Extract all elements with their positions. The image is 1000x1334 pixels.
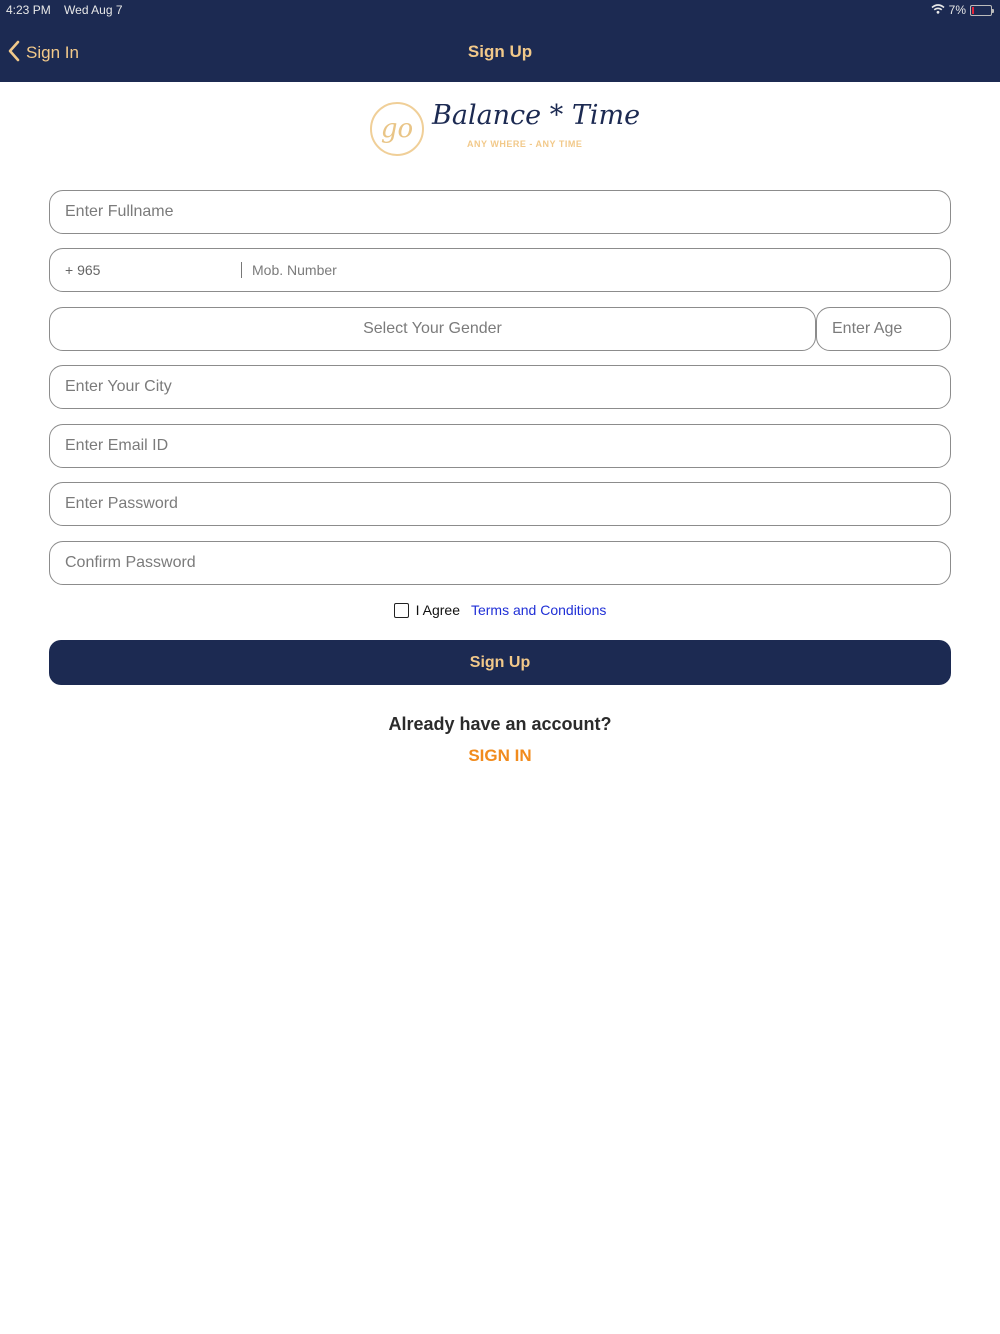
page-title: Sign Up (467, 42, 533, 61)
confirm-password-field-container (49, 541, 951, 585)
status-bar-left (6, 3, 123, 17)
age-field-container (816, 307, 951, 351)
logo-tagline: ANY WHERE - ANY TIME (467, 139, 583, 149)
password-input[interactable] (50, 483, 950, 525)
email-input[interactable] (50, 425, 950, 467)
agree-checkbox[interactable] (394, 603, 409, 618)
agree-label: I Agree (415, 602, 460, 618)
battery-icon (970, 5, 992, 16)
sign-in-link[interactable]: SIGN IN (468, 746, 532, 765)
confirm-password-input[interactable] (50, 542, 950, 584)
country-code[interactable]: + 965 (65, 262, 101, 278)
city-input[interactable] (50, 366, 950, 408)
fullname-input[interactable] (50, 191, 950, 233)
status-bar-right (931, 3, 992, 17)
sign-up-button[interactable]: Sign Up (49, 640, 951, 685)
terms-link[interactable]: Terms and Conditions (470, 602, 607, 618)
navigation-bar (0, 0, 1000, 82)
gender-select[interactable]: Select Your Gender (49, 307, 816, 351)
phone-divider (241, 262, 242, 278)
mobile-number-input[interactable] (246, 249, 946, 291)
terms-agreement-row (0, 598, 1000, 622)
fullname-field-container (49, 190, 951, 234)
app-logo (370, 100, 641, 162)
account-prompt: Already have an account? (388, 714, 612, 734)
status-time: 4:23 PM (6, 3, 51, 17)
status-date: Wed Aug 7 (64, 3, 123, 17)
logo-mark-icon: go (370, 102, 424, 156)
back-button-label: Sign In (26, 43, 79, 62)
phone-field-container (49, 248, 951, 292)
wifi-icon (931, 3, 945, 17)
password-field-container (49, 482, 951, 526)
email-field-container (49, 424, 951, 468)
city-field-container (49, 365, 951, 409)
age-input[interactable] (817, 308, 950, 350)
mobile-number-wrapper (246, 249, 946, 291)
logo-name: Balance * Time (432, 100, 641, 131)
battery-percent: 7% (948, 3, 966, 17)
